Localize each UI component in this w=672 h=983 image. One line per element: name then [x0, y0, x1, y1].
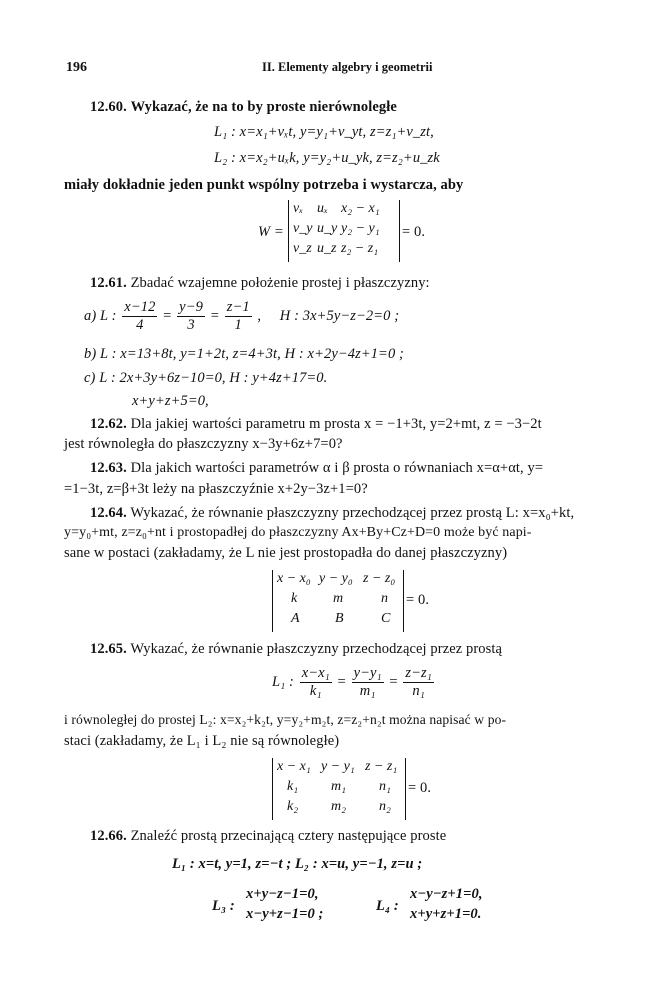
fraction: $\frac{\text{z−z₁}}{\text{n₁}}$	[405, 665, 432, 699]
determinant-12-65	[272, 758, 406, 820]
det-cell: A	[291, 611, 300, 626]
problem-12-60	[90, 99, 397, 116]
determinant-equals: = 0.	[408, 780, 432, 796]
problem-text: Zbadać wzajemne położenie prostej i płaszczyzny:	[130, 275, 430, 291]
problem-text-continued: =1−3t, z=β+3t leży na płaszczyźnie x+2y−3z+1=0?	[64, 481, 368, 497]
fraction: $\frac{y-9}{3}$	[179, 299, 203, 333]
problem-text-continued: i równoległej do prostej L₂: x=x₂+k₂t, y=y₂+m₂t, z=z₂+n₂t można napisać w po-	[64, 712, 507, 727]
det-cell: y − y₀	[319, 571, 353, 586]
problem-text: Dla jakich wartości parametrów α i β prosta o równaniach x=α+αt, y=	[130, 460, 544, 476]
fraction: $\frac{\text{x−x₁}}{\text{k₁}}$	[301, 665, 330, 699]
case-a: a) L : $\frac{x-12}{4}$ = $\frac{y-9}{3}$ = $\frac{z-1}{1}$ , H : 3x+5y−z−2=0 ;	[84, 299, 400, 333]
problem-text: Wykazać, że na to by proste nierównoległe	[130, 99, 397, 115]
problem-12-63	[90, 460, 543, 477]
line-label-L3: L₃ :	[212, 898, 235, 914]
problem-number: 12.62.	[90, 416, 127, 432]
det-cell: u_y	[317, 221, 338, 236]
plane-equation: H : 3x+5y−z−2=0 ;	[279, 308, 400, 324]
determinant-12-64	[272, 570, 404, 632]
problem-12-66	[90, 828, 446, 845]
problem-number: 12.64.	[90, 505, 127, 521]
line-L4-eq1: x−y−z+1=0,	[410, 886, 483, 902]
line-L3-eq2: x−y+z−1=0 ;	[246, 906, 324, 922]
det-cell: y₂ − y₁	[341, 221, 380, 236]
problem-text: Znaleźć prostą przecinającą cztery następujące proste	[130, 828, 447, 844]
determinant-equals: = 0.	[402, 224, 426, 240]
case-c-second: x+y+z+5=0,	[132, 393, 209, 409]
problem-text: Wykazać, że równanie płaszczyzny przechodzącej przez prostą L: x=x₀+kt,	[130, 505, 575, 521]
problem-12-61	[90, 275, 430, 292]
det-cell: n₂	[379, 799, 391, 814]
problem-text-continued: miały dokładnie jeden punkt wspólny potrzeba i wystarcza, aby	[64, 177, 464, 193]
problem-text-continued: sane w postaci (zakładamy, że L nie jest prostopadła do danej płaszczyzny)	[64, 545, 508, 561]
det-cell: B	[335, 611, 344, 626]
det-cell: C	[381, 611, 391, 626]
problem-number: 12.60.	[90, 99, 127, 115]
problem-text-continued: staci (zakładamy, że L₁ i L₂ nie są równoległe)	[64, 733, 340, 749]
det-cell: n₁	[379, 779, 391, 794]
line-equation-L1: L₁ : $\frac{\text{x−x₁}}{\text{k₁}}$ = $\frac{\text{y−y₁}}{\text{m₁}}$ = $\frac{\text{z−z₁}}{\text{n₁}}$	[272, 665, 432, 699]
det-cell: z₂ − z₁	[341, 241, 379, 256]
problem-text: Dla jakiej wartości parametru m prosta x = −1+3t, y=2+mt, z = −3−2t	[130, 416, 542, 432]
page-number: 196	[66, 60, 87, 75]
lines-L1-L2: L₁ : x=t, y=1, z=−t ; L₂ : x=u, y=−1, z=u ;	[172, 856, 423, 872]
determinant-W	[288, 200, 400, 262]
problem-text-continued: y=y₀+mt, z=z₀+nt i prostopadłej do płaszczyzny Ax+By+Cz+D=0 może być napi-	[64, 525, 532, 540]
case-b: b) L : x=13+8t, y=1+2t, z=4+3t, H : x+2y−4z+1=0 ;	[84, 346, 404, 362]
determinant-equals: = 0.	[406, 592, 430, 608]
det-cell: v_z	[293, 241, 312, 256]
line-label: L₁ :	[272, 674, 294, 690]
problem-number: 12.61.	[90, 275, 127, 291]
determinant-label-W: W =	[258, 224, 284, 240]
line-L4-eq2: x+y+z+1=0.	[410, 906, 482, 922]
det-cell: v_y	[293, 221, 313, 236]
det-cell: z − z₁	[365, 759, 398, 774]
det-cell: k₁	[287, 779, 299, 794]
line-equation-L2: L₂ : x=x₂+uₓk, y=y₂+u_yk, z=z₂+u_zk	[214, 150, 440, 166]
problem-number: 12.66.	[90, 828, 127, 844]
det-cell: vₓ	[293, 201, 304, 216]
det-cell: m₁	[331, 779, 346, 794]
running-title: II. Elementy algebry i geometrii	[262, 60, 433, 74]
det-cell: m₂	[331, 799, 346, 814]
problem-12-65	[90, 641, 502, 658]
problem-text: Wykazać, że równanie płaszczyzny przechodzącej przez prostą	[130, 641, 503, 657]
det-cell: x − x₁	[277, 759, 311, 774]
case-c: c) L : 2x+3y+6z−10=0, H : y+4z+17=0.	[84, 370, 328, 386]
det-cell: x − x₀	[277, 571, 311, 586]
det-cell: k₂	[287, 799, 299, 814]
det-cell: m	[333, 591, 344, 606]
det-cell: y − y₁	[321, 759, 355, 774]
det-cell: n	[381, 591, 388, 606]
det-cell: k	[291, 591, 298, 606]
line-equation-L1: L₁ : x=x₁+vₓt, y=y₁+v_yt, z=z₁+v_zt,	[214, 124, 434, 140]
det-cell: x₂ − x₁	[341, 201, 380, 216]
problem-text-continued: jest równoległa do płaszczyzny x−3y+6z+7=0?	[64, 436, 343, 452]
problem-12-64	[90, 505, 574, 522]
problem-12-62	[90, 416, 542, 433]
line-L3-eq1: x+y−z−1=0,	[246, 886, 319, 902]
det-cell: uₓ	[317, 201, 328, 216]
problem-number: 12.65.	[90, 641, 127, 657]
case-label: a) L :	[84, 308, 117, 324]
det-cell: u_z	[317, 241, 337, 256]
problem-number: 12.63.	[90, 460, 127, 476]
line-label-L4: L₄ :	[376, 898, 399, 914]
det-cell: z − z₀	[363, 571, 396, 586]
fraction: $\frac{z-1}{1}$	[226, 299, 250, 333]
fraction: $\frac{\text{y−y₁}}{\text{m₁}}$	[353, 665, 382, 699]
fraction: $\frac{x-12}{4}$	[124, 299, 156, 333]
